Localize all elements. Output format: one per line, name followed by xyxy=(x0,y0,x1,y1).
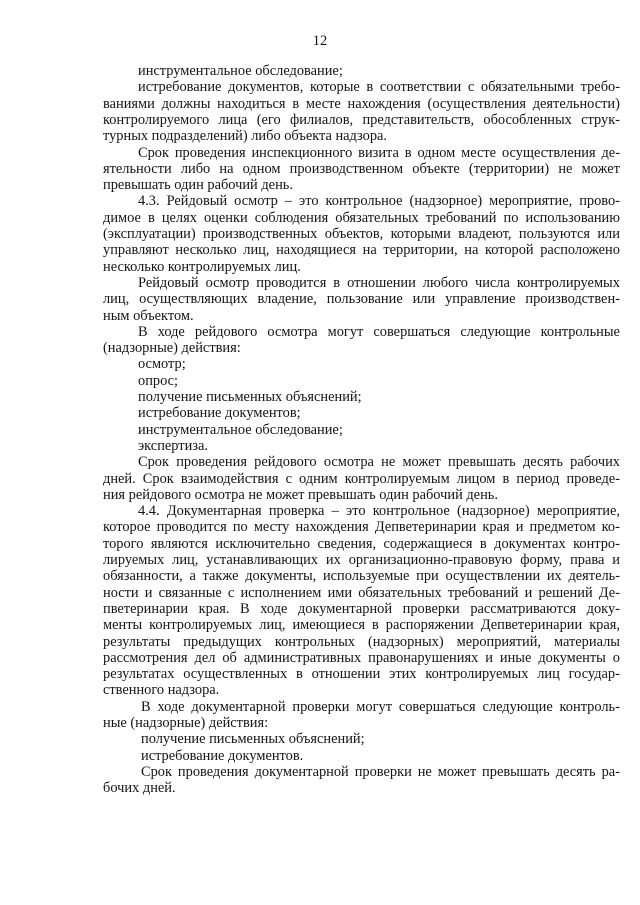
text-line: пветеринарии края. В ходе документарной проверки рассматриваются доку- xyxy=(103,600,620,617)
text-line: турных подразделений) либо объекта надзора. xyxy=(103,128,388,145)
page-number: 12 xyxy=(312,33,328,49)
text-line: управляют несколько лиц, находящиеся на территории, на которой расположено xyxy=(103,242,620,259)
text-line: получение письменных объяснений; xyxy=(138,389,362,405)
text-line: ственного надзора. xyxy=(103,682,220,699)
text-line: ятельности либо на одном производственном объекте (территории) не может xyxy=(103,160,620,177)
text-line: ным объектом. xyxy=(103,307,194,324)
text-line: обязанности, а также документы, используемые при осуществлении их деятель- xyxy=(103,568,620,585)
text-line: осмотр; xyxy=(138,356,186,373)
text-line: несколько контролируемых лиц. xyxy=(103,258,301,275)
text-line: инструментальное обследование; xyxy=(138,421,343,438)
text-line: лиц, осуществляющих владение, пользование или управление производствен- xyxy=(103,291,620,308)
text-line: получение письменных объяснений; xyxy=(141,731,365,748)
text-line: В ходе документарной проверки могут совершаться следующие контроль- xyxy=(141,698,620,715)
text-line: рассмотрения дел об административных правонарушениях и иные документы о xyxy=(103,649,620,666)
text-line: 4.3. Рейдовый осмотр – это контрольное (надзорное) мероприятие, прово- xyxy=(138,193,620,210)
text-line: (надзорные) действия: xyxy=(103,340,241,357)
text-line: ваниями должны находиться в месте нахождения (осуществления деятельности) xyxy=(103,95,620,112)
text-line: инструментальное обследование; xyxy=(138,63,343,79)
text-line: лируемых лиц, устанавливающих их организационно-правовую форму, права и xyxy=(103,552,620,568)
text-line: (эксплуатации) производственных объектов, которыми владеют, пользуются или xyxy=(103,226,620,242)
text-line: результатах осуществленных в отношении этих контролируемых лиц государ- xyxy=(103,666,620,683)
text-line: бочих дней. xyxy=(103,780,176,797)
text-line: опрос; xyxy=(138,372,179,389)
text-line: которое проводится по месту нахождения Депветеринарии края и предметом ко- xyxy=(103,519,620,536)
text-line: ности и связанные с исполнением ими обязательных требований и решений Де- xyxy=(103,584,620,601)
text-line: менты контролируемых лиц, имеющиеся в распоряжении Депветеринарии края, xyxy=(103,617,620,634)
text-line: контролируемого лица (его филиалов, представительств, обособленных струк- xyxy=(103,111,620,128)
text-line: дней. Срок взаимодействия с одним контролируемым лицом в период проведе- xyxy=(103,470,620,487)
text-line: превышать один рабочий день. xyxy=(103,177,293,194)
text-line: Срок проведения инспекционного визита в одном месте осуществления де- xyxy=(138,144,620,161)
text-line: В ходе рейдового осмотра могут совершаться следующие контрольные xyxy=(138,323,620,340)
text-line: Срок проведения документарной проверки не может превышать десять ра- xyxy=(141,763,620,780)
text-line: истребование документов; xyxy=(138,405,301,422)
text-line: ные (надзорные) действия: xyxy=(103,715,269,731)
text-line: торого являются исключительно сведения, содержащиеся в документах контро- xyxy=(103,535,620,552)
text-line: экспертиза. xyxy=(138,437,208,454)
text-line: истребование документов. xyxy=(141,747,304,764)
text-line: Рейдовый осмотр проводится в отношении любого числа контролируемых xyxy=(138,274,620,291)
text-line: результаты предыдущих контрольных (надзорных) мероприятий, материалы xyxy=(103,633,620,650)
text-line: 4.4. Документарная проверка – это контрольное (надзорное) мероприятие, xyxy=(138,503,620,520)
text-line: истребование документов, которые в соответствии с обязательными требо- xyxy=(138,79,620,96)
text-line: ния рейдового осмотра не может превышать один рабочий день. xyxy=(103,486,498,503)
text-line: Срок проведения рейдового осмотра не может превышать десять рабочих xyxy=(138,454,620,471)
text-line: димое в целях оценки соблюдения обязательных требований по использованию xyxy=(103,209,620,226)
